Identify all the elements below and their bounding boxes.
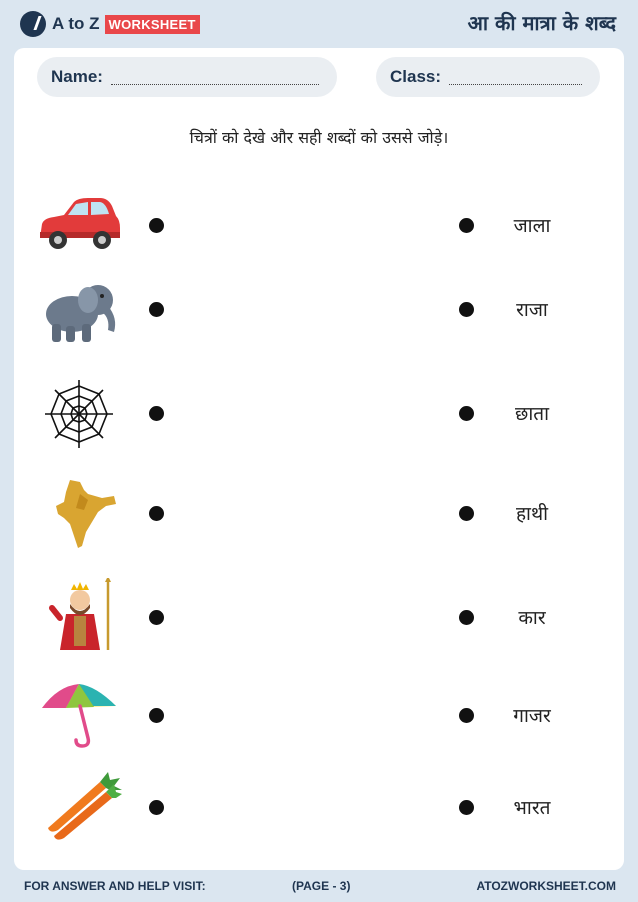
match-word: गाजर	[513, 705, 551, 727]
left-match-dot[interactable]	[149, 506, 164, 521]
right-match-dot[interactable]	[459, 302, 474, 317]
name-field[interactable]	[37, 57, 337, 97]
match-row	[14, 374, 624, 454]
match-row	[14, 768, 624, 848]
car-icon	[36, 186, 122, 266]
name-blank[interactable]	[111, 70, 319, 85]
left-match-dot[interactable]	[149, 218, 164, 233]
footer-help-text: FOR ANSWER AND HELP VISIT:	[24, 879, 206, 893]
match-word: भारत	[513, 797, 551, 819]
left-match-dot[interactable]	[149, 610, 164, 625]
class-field[interactable]	[376, 57, 600, 97]
page-number: (PAGE - 3)	[292, 879, 351, 893]
site-link[interactable]: ATOZWORKSHEET.COM	[476, 879, 616, 893]
match-row	[14, 474, 624, 554]
right-match-dot[interactable]	[459, 406, 474, 421]
match-row	[14, 578, 624, 658]
right-match-dot[interactable]	[459, 610, 474, 625]
instruction: चित्रों को देखे और सही शब्दों को उससे जोड़े।	[189, 128, 449, 147]
site-logo[interactable]	[20, 9, 200, 39]
class-blank[interactable]	[449, 70, 582, 85]
left-match-dot[interactable]	[149, 406, 164, 421]
name-label: Name:	[51, 67, 103, 86]
india-map-icon	[36, 474, 122, 554]
umbrella-icon	[36, 676, 122, 756]
logo-icon	[20, 11, 46, 37]
right-match-dot[interactable]	[459, 708, 474, 723]
left-match-dot[interactable]	[149, 302, 164, 317]
match-row	[14, 186, 624, 266]
king-icon	[36, 578, 122, 658]
footer	[0, 870, 638, 902]
right-match-dot[interactable]	[459, 218, 474, 233]
worksheet-card	[14, 48, 624, 870]
right-match-dot[interactable]	[459, 800, 474, 815]
match-word: छाता	[515, 403, 549, 425]
carrots-icon	[36, 768, 122, 848]
worksheet-topic: आ की मात्रा के शब्द	[467, 11, 616, 35]
match-row	[14, 676, 624, 756]
header	[0, 0, 638, 48]
logo-text: A to Z	[52, 14, 100, 33]
logo-badge: WORKSHEET	[105, 15, 200, 34]
right-match-dot[interactable]	[459, 506, 474, 521]
spider-web-icon	[36, 374, 122, 454]
match-word: हाथी	[515, 503, 549, 525]
left-match-dot[interactable]	[149, 708, 164, 723]
elephant-icon	[36, 270, 122, 350]
match-word: कार	[518, 607, 546, 629]
left-match-dot[interactable]	[149, 800, 164, 815]
class-label: Class:	[390, 67, 442, 86]
match-row	[14, 270, 624, 350]
match-word: जाला	[513, 215, 551, 237]
match-word: राजा	[516, 299, 548, 321]
